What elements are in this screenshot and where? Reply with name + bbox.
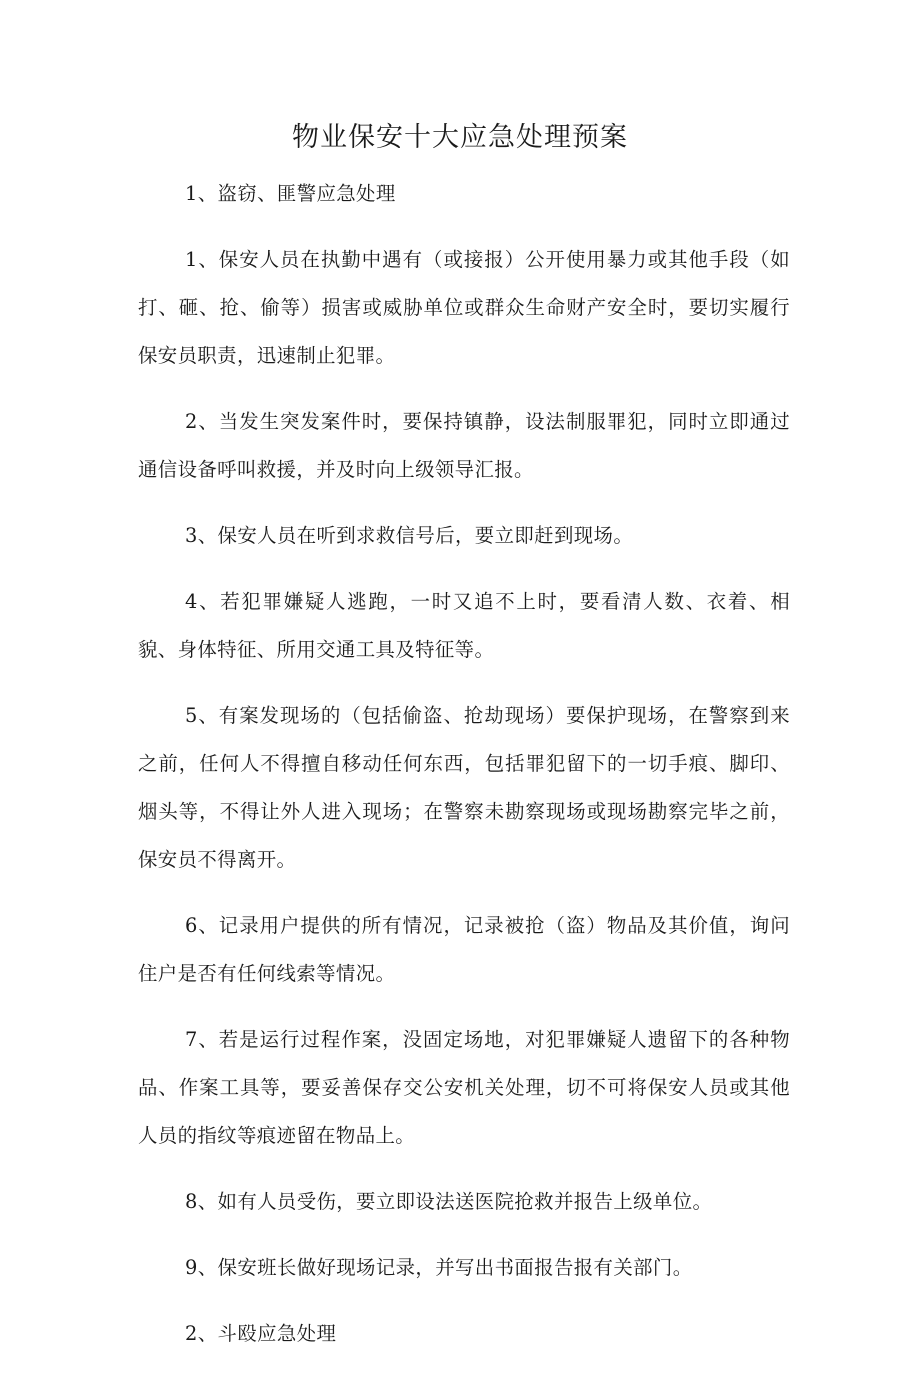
document-title: 物业保安十大应急处理预案	[292, 122, 628, 153]
document-body	[138, 170, 790, 1376]
paragraph-item-9: 9、保安班长做好现场记录，并写出书面报告报有关部门。	[185, 1256, 693, 1279]
paragraph-item-8: 8、如有人员受伤，要立即设法送医院抢救并报告上级单位。	[185, 1190, 713, 1213]
paragraph-item-1: 1、保安人员在执勤中遇有（或接报）公开使用暴力或其他手段（如打、砸、抢、偷等）损害或威胁单位或群众生命财产安全时，要切实履行保安员职责，迅速制止犯罪。	[138, 248, 790, 367]
paragraph-item-3: 3、保安人员在听到求救信号后，要立即赶到现场。	[185, 524, 634, 547]
paragraph-item-5: 5、有案发现场的（包括偷盗、抢劫现场）要保护现场，在警察到来之前，任何人不得擅自移动任何东西，包括罪犯留下的一切手痕、脚印、烟头等，不得让外人进入现场；在警察未勘察现场或现场勘察完毕之前，保安员不得离开。	[138, 704, 790, 871]
section-heading-fight: 2、斗殴应急处理	[185, 1322, 337, 1345]
section-heading-theft: 1、盗窃、匪警应急处理	[185, 182, 396, 205]
paragraph-item-2: 2、当发生突发案件时，要保持镇静，设法制服罪犯，同时立即通过通信设备呼叫救援，并及时向上级领导汇报。	[138, 410, 790, 481]
paragraph-item-6: 6、记录用户提供的所有情况，记录被抢（盗）物品及其价值，询问住户是否有任何线索等情况。	[138, 914, 790, 985]
paragraph-item-7: 7、若是运行过程作案，没固定场地，对犯罪嫌疑人遗留下的各种物品、作案工具等，要妥善保存交公安机关处理，切不可将保安人员或其他人员的指纹等痕迹留在物品上。	[138, 1028, 790, 1147]
paragraph-item-4: 4、若犯罪嫌疑人逃跑，一时又追不上时，要看清人数、衣着、相貌、身体特征、所用交通工具及特征等。	[138, 590, 790, 661]
